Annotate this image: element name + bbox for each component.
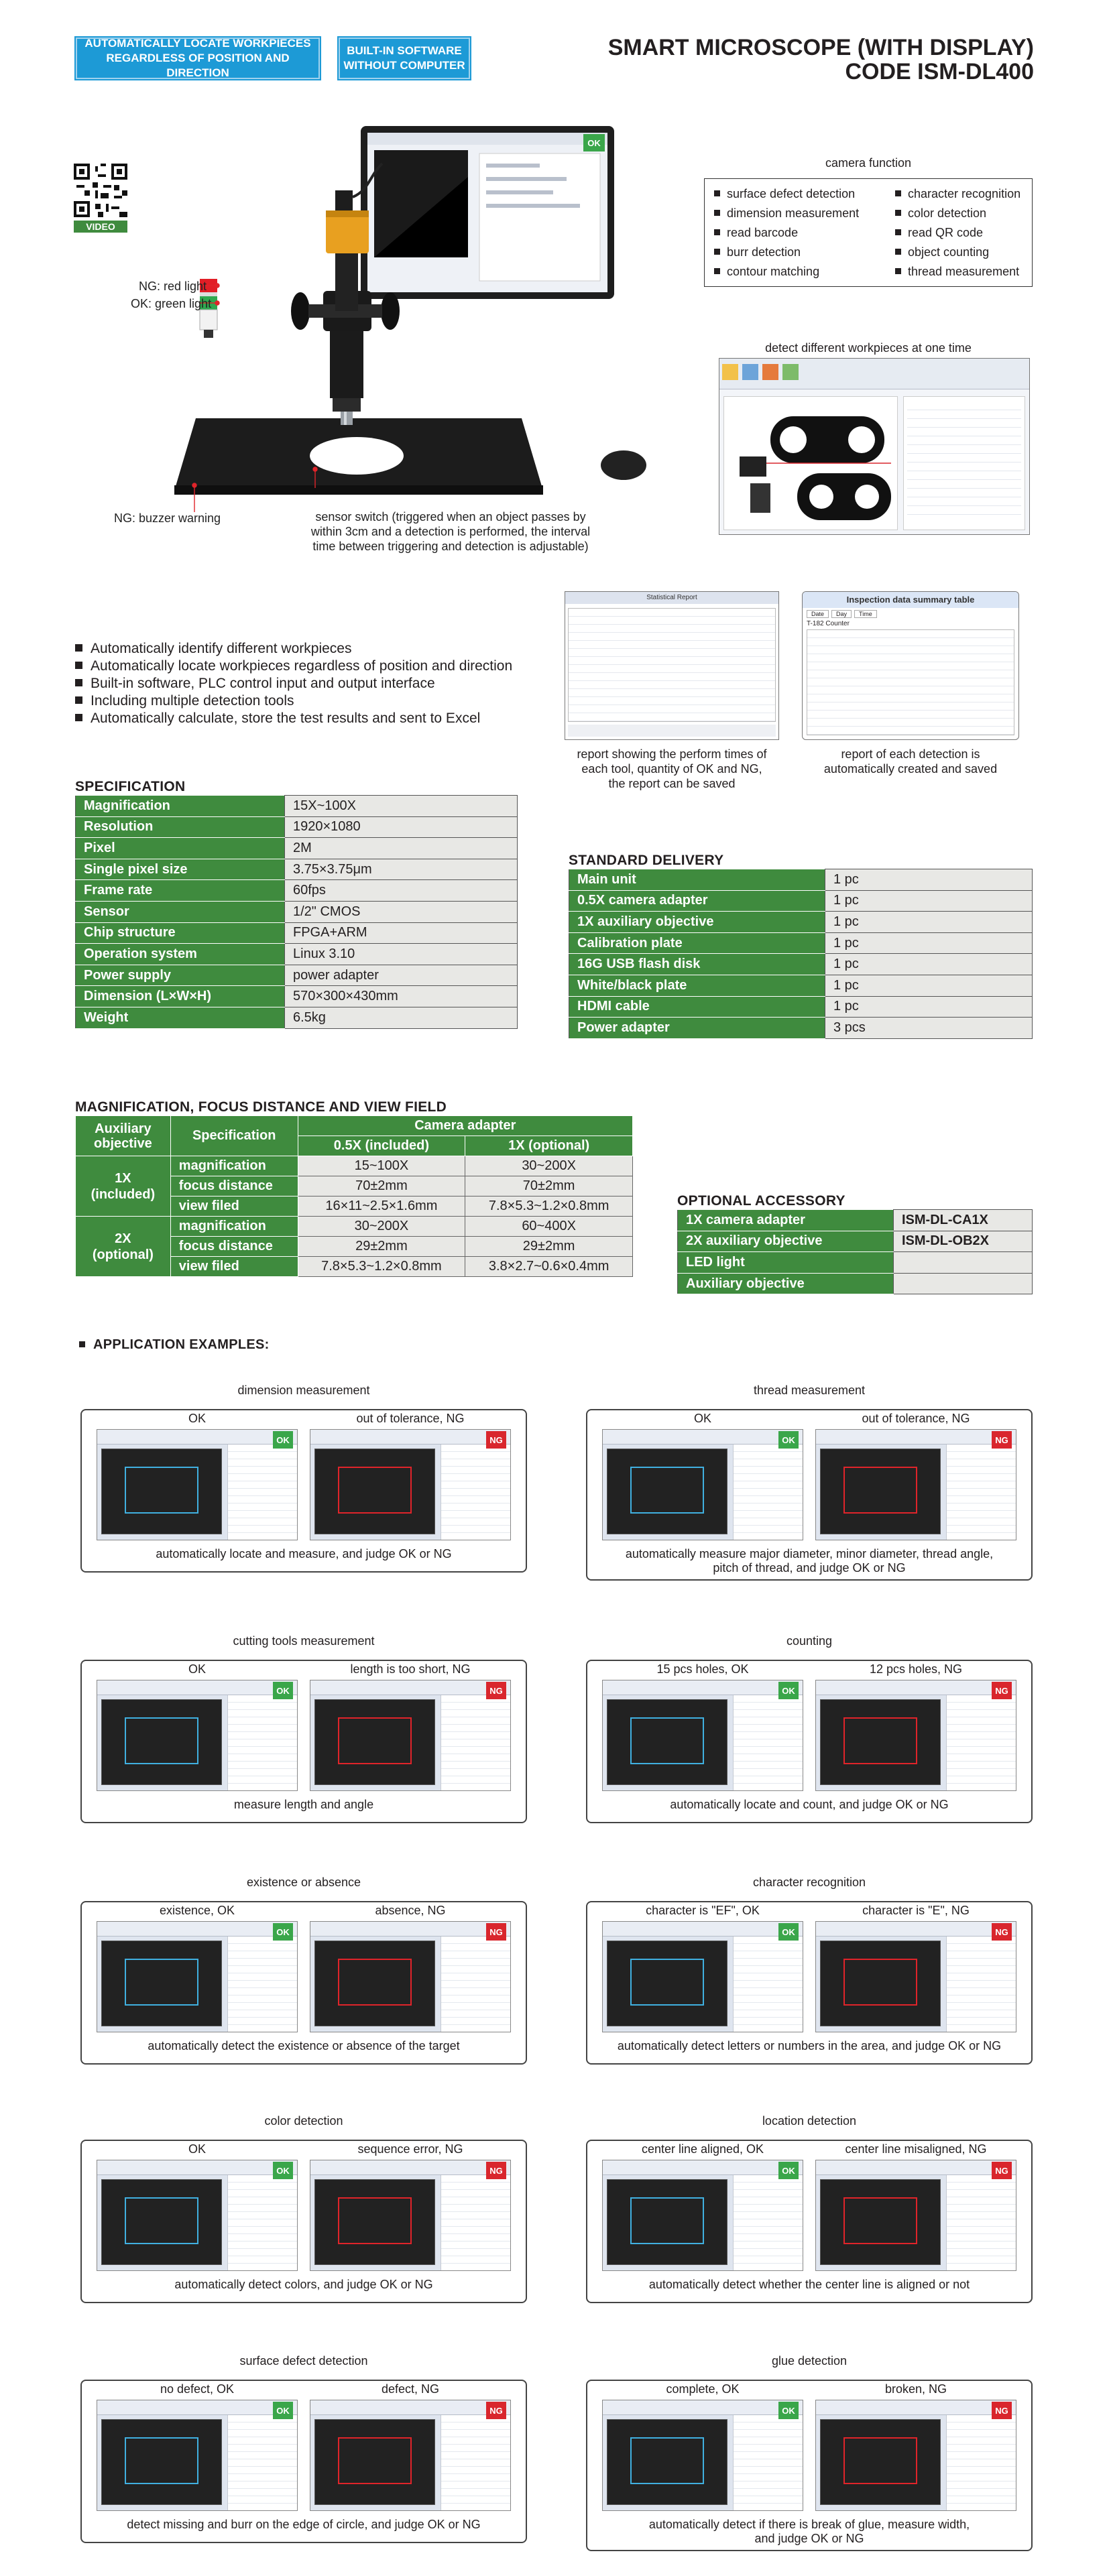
statistical-report-screenshot	[565, 591, 779, 740]
list-item: character recognition	[895, 186, 1043, 202]
summary-window-title: Inspection data summary table	[803, 592, 1018, 608]
microscope-illustration	[114, 123, 650, 512]
standard-delivery-table	[569, 869, 1033, 1039]
application-caption: automatically locate and measure, and judge OK or NG	[156, 1547, 452, 1560]
table-row: Magnification 15X~100X	[76, 796, 518, 817]
table-row: White/black plate 1 pc	[569, 975, 1033, 996]
summary-tab[interactable]: Date	[807, 610, 829, 618]
magnification-heading: MAGNIFICATION, FOCUS DISTANCE AND VIEW FIELD	[75, 1099, 447, 1115]
camera-function-list	[705, 179, 1032, 280]
application-title: color detection	[80, 2114, 527, 2128]
table-row: Calibration plate 1 pc	[569, 932, 1033, 954]
ok-result-badge: OK	[778, 1682, 799, 1699]
ok-result-badge: OK	[273, 1923, 293, 1941]
application-caption: automatically locate and count, and judge OK or NG	[670, 1798, 949, 1811]
table-row: HDMI cable 1 pc	[569, 996, 1033, 1018]
ng-result-badge: NG	[992, 2162, 1012, 2179]
detect-workpieces-caption: detect different workpieces at one time	[765, 341, 972, 355]
example-right-screenshot	[815, 1680, 1016, 1791]
table-row: view filed 16×11~2.5×1.6mm 7.8×5.3~1.2×0.8mm	[76, 1197, 633, 1217]
ng-result-badge: NG	[992, 1682, 1012, 1699]
application-title: surface defect detection	[80, 2354, 527, 2368]
application-caption: automatically detect if there is break of glue, measure width, and judge OK or NG	[648, 2518, 970, 2545]
list-item: Built-in software, PLC control input and output interface	[75, 675, 512, 692]
ng-result-badge: NG	[992, 1923, 1012, 1941]
display-monitor	[361, 126, 614, 299]
example-right-label: out of tolerance, NG	[356, 1412, 465, 1425]
application-title: thread measurement	[586, 1384, 1033, 1398]
ng-result-badge: NG	[486, 1431, 506, 1449]
report-window-title: Statistical Report	[565, 592, 778, 604]
list-item: dimension measurement	[714, 205, 895, 221]
ng-result-badge: NG	[992, 2402, 1012, 2419]
example-left-screenshot	[97, 1680, 298, 1791]
example-left-screenshot	[602, 2160, 803, 2271]
example-right-screenshot	[310, 2160, 511, 2271]
table-row: Single pixel size 3.75×3.75μm	[76, 859, 518, 880]
example-right-label: broken, NG	[884, 2382, 947, 2396]
example-left-label: OK	[188, 2142, 206, 2156]
list-item: thread measurement	[895, 263, 1043, 280]
magnification-table	[75, 1115, 633, 1277]
example-right-label: character is "E", NG	[862, 1904, 970, 1917]
example-left-screenshot	[97, 1429, 298, 1540]
table-row: 16G USB flash disk 1 pc	[569, 954, 1033, 975]
application-title: location detection	[586, 2114, 1033, 2128]
product-code: CODE ISM-DL400	[845, 59, 1034, 84]
application-caption: measure length and angle	[233, 1798, 374, 1811]
callout-ok-green-light: OK: green light	[131, 297, 212, 310]
table-row: Auxiliary objective Specification Camera adapter	[76, 1116, 633, 1136]
application-title: counting	[586, 1634, 1033, 1648]
ok-result-badge: OK	[778, 1431, 799, 1449]
table-row: Dimension (L×W×H) 570×300×430mm	[76, 986, 518, 1007]
example-right-label: center line misaligned, NG	[845, 2142, 987, 2156]
example-left-label: character is "EF", OK	[646, 1904, 760, 1917]
table-row: Power adapter 3 pcs	[569, 1018, 1033, 1039]
example-right-screenshot	[310, 2400, 511, 2511]
table-row: Power supply power adapter	[76, 965, 518, 986]
list-item: burr detection	[714, 244, 895, 260]
example-right-label: sequence error, NG	[357, 2142, 463, 2156]
product-title: SMART MICROSCOPE (WITH DISPLAY)	[607, 35, 1034, 60]
ng-result-badge: NG	[486, 1682, 506, 1699]
table-row: Weight 6.5kg	[76, 1007, 518, 1028]
application-caption: automatically detect colors, and judge OK or NG	[174, 2278, 433, 2291]
optional-accessory-heading: OPTIONAL ACCESSORY	[677, 1193, 845, 1209]
application-title: cutting tools measurement	[80, 1634, 527, 1648]
callout-buzzer: NG: buzzer warning	[114, 511, 221, 525]
list-item: contour matching	[714, 263, 895, 280]
monitor-ok-label: OK	[587, 138, 601, 148]
ok-result-badge: OK	[778, 2162, 799, 2179]
application-caption: automatically detect the existence or absence of the target	[148, 2039, 460, 2052]
example-left-label: OK	[188, 1662, 206, 1676]
camera-function-title: camera function	[825, 156, 912, 170]
list-item: color detection	[895, 205, 1043, 221]
workpiece-drawing	[723, 396, 898, 530]
specification-heading: SPECIFICATION	[75, 779, 186, 794]
list-item: read barcode	[714, 225, 895, 241]
video-label: VIDEO	[74, 221, 127, 233]
summary-subtitle: T-182 Counter	[807, 620, 850, 627]
example-right-screenshot	[815, 1429, 1016, 1540]
example-left-label: OK	[693, 1412, 711, 1425]
example-right-label: absence, NG	[375, 1904, 446, 1917]
list-item: surface defect detection	[714, 186, 895, 202]
example-right-label: length is too short, NG	[350, 1662, 471, 1676]
table-row: 1X (included) magnification 15~100X 30~200X	[76, 1156, 633, 1176]
table-row: Operation system Linux 3.10	[76, 944, 518, 965]
application-title: dimension measurement	[80, 1384, 527, 1398]
feature-badge-software: BUILT-IN SOFTWARE WITHOUT COMPUTER	[339, 38, 470, 79]
example-left-screenshot	[602, 2400, 803, 2511]
summary-tab[interactable]: Day	[831, 610, 852, 618]
table-row: focus distance 29±2mm 29±2mm	[76, 1237, 633, 1257]
optional-accessory-table	[677, 1209, 1033, 1294]
example-left-screenshot	[97, 1921, 298, 2032]
table-row: Chip structure FPGA+ARM	[76, 922, 518, 944]
application-title: existence or absence	[80, 1876, 527, 1890]
ok-result-badge: OK	[273, 2162, 293, 2179]
example-right-label: out of tolerance, NG	[862, 1412, 970, 1425]
table-row: 1X auxiliary objective 1 pc	[569, 912, 1033, 933]
report-caption: report showing the perform times of each tool, quantity of OK and NG, the report can be saved	[577, 747, 767, 790]
example-right-screenshot	[310, 1921, 511, 2032]
table-row: Main unit 1 pc	[569, 869, 1033, 891]
ok-result-badge: OK	[273, 2402, 293, 2419]
list-item: Automatically identify different workpieces	[75, 640, 512, 658]
list-item: read QR code	[895, 225, 1043, 241]
list-item: Automatically calculate, store the test results and sent to Excel	[75, 710, 512, 727]
list-item: Including multiple detection tools	[75, 692, 512, 710]
example-left-screenshot	[97, 2160, 298, 2271]
callout-ng-red-light: NG: red light	[139, 280, 207, 293]
table-row: 0.5X (included) 1X (optional)	[76, 1136, 633, 1156]
ok-result-badge: OK	[778, 2402, 799, 2419]
table-row: Pixel 2M	[76, 838, 518, 859]
table-row: Auxiliary objective	[678, 1273, 1033, 1294]
feature-badge-locate: AUTOMATICALLY LOCATE WORKPIECES REGARDLESS OF POSITION AND DIRECTION	[76, 38, 320, 79]
ng-result-badge: NG	[992, 1431, 1012, 1449]
ng-result-badge: NG	[486, 2162, 506, 2179]
summary-table-screenshot	[802, 591, 1019, 740]
ok-result-badge: OK	[273, 1682, 293, 1699]
example-left-screenshot	[97, 2400, 298, 2511]
ng-result-badge: NG	[486, 2402, 506, 2419]
table-row: Resolution 1920×1080	[76, 816, 518, 838]
example-right-screenshot	[310, 1680, 511, 1791]
table-row: 2X (optional) magnification 30~200X 60~400X	[76, 1217, 633, 1237]
callout-sensor-switch: sensor switch (triggered when an object passes by within 3cm and a detection is performed, the interval time between triggering and detection is adjustable)	[310, 510, 591, 553]
example-left-label: center line aligned, OK	[641, 2142, 764, 2156]
example-right-screenshot	[815, 1921, 1016, 2032]
ok-result-badge: OK	[778, 1923, 799, 1941]
table-row: view filed 7.8×5.3~1.2×0.8mm 3.8×2.7~0.6×0.4mm	[76, 1257, 633, 1277]
table-row: Sensor 1/2" CMOS	[76, 901, 518, 922]
example-right-screenshot	[815, 2400, 1016, 2511]
list-item: Automatically locate workpieces regardless of position and direction	[75, 658, 512, 675]
detect-workpieces-screenshot	[719, 358, 1030, 535]
summary-caption: report of each detection is automatically created and saved	[823, 747, 998, 776]
application-heading: APPLICATION EXAMPLES:	[79, 1337, 270, 1353]
example-left-label: no defect, OK	[160, 2382, 235, 2396]
application-caption: detect missing and burr on the edge of circle, and judge OK or NG	[127, 2518, 481, 2531]
example-right-label: 12 pcs holes, NG	[869, 1662, 963, 1676]
table-row: 1X camera adapter ISM-DL-CA1X	[678, 1210, 1033, 1231]
example-left-label: complete, OK	[666, 2382, 740, 2396]
table-row: LED light	[678, 1252, 1033, 1274]
summary-tab[interactable]: Time	[854, 610, 877, 618]
application-caption: automatically measure major diameter, minor diameter, thread angle, pitch of thread, and judge OK or NG	[625, 1547, 994, 1575]
ng-result-badge: NG	[486, 1923, 506, 1941]
example-left-label: OK	[188, 1412, 206, 1425]
feature-list	[75, 640, 512, 727]
camera-function-box	[704, 178, 1033, 287]
example-left-screenshot	[602, 1921, 803, 2032]
specification-table	[75, 795, 518, 1029]
list-item: object counting	[895, 244, 1043, 260]
example-right-label: defect, NG	[381, 2382, 440, 2396]
example-left-label: existence, OK	[159, 1904, 235, 1917]
application-title: character recognition	[586, 1876, 1033, 1890]
application-caption: automatically detect letters or numbers in the area, and judge OK or NG	[617, 2039, 1002, 2052]
application-caption: automatically detect whether the center line is aligned or not	[648, 2278, 970, 2291]
ok-result-badge: OK	[273, 1431, 293, 1449]
table-row: 2X auxiliary objective ISM-DL-OB2X	[678, 1231, 1033, 1252]
example-right-screenshot	[310, 1429, 511, 1540]
example-left-label: 15 pcs holes, OK	[656, 1662, 749, 1676]
table-row: focus distance 70±2mm 70±2mm	[76, 1176, 633, 1197]
example-right-screenshot	[815, 2160, 1016, 2271]
application-title: glue detection	[586, 2354, 1033, 2368]
table-row: 0.5X camera adapter 1 pc	[569, 890, 1033, 912]
example-left-screenshot	[602, 1680, 803, 1791]
table-row: Frame rate 60fps	[76, 880, 518, 902]
standard-delivery-heading: STANDARD DELIVERY	[569, 853, 724, 868]
example-left-screenshot	[602, 1429, 803, 1540]
